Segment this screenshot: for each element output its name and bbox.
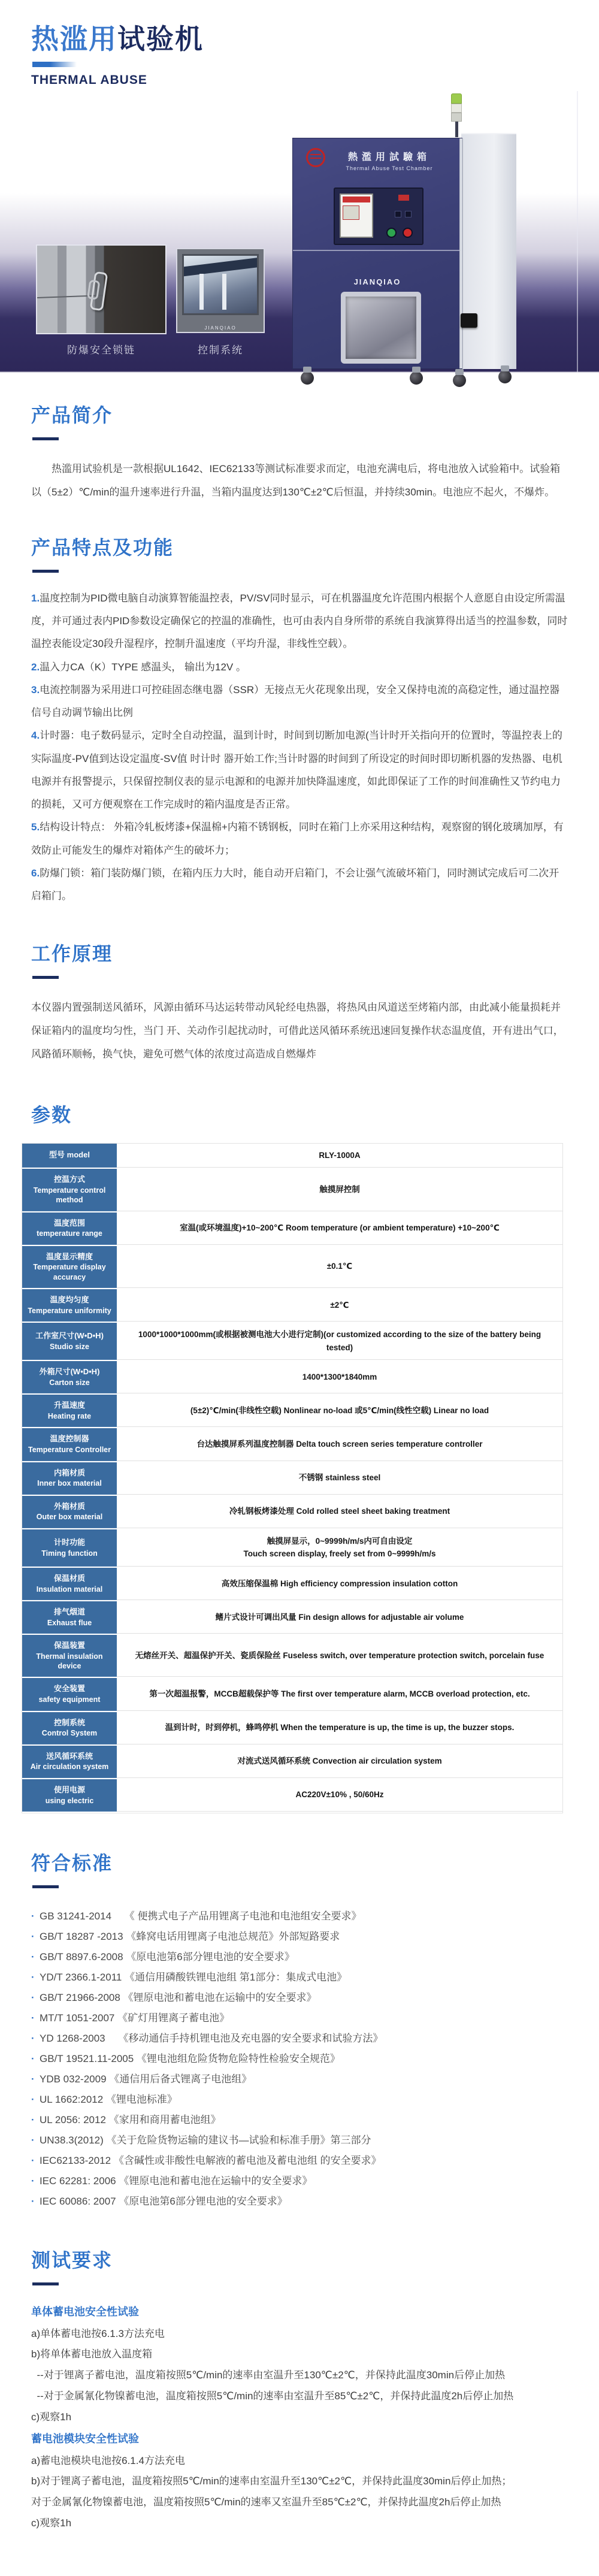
screen-graphic (199, 274, 204, 310)
param-label (22, 1568, 117, 1600)
param-label (22, 1496, 117, 1528)
machine-titles (325, 148, 453, 171)
product-photo (0, 91, 599, 391)
start-stop-buttons (386, 228, 413, 238)
param-value-line1: 无熔丝开关、超温保护开关、瓷质保险丝 Fuseless switch, over temperature protection switch, porcelain fuse (135, 1650, 544, 1660)
param-row (22, 1395, 562, 1428)
param-value-line1: (5±2)℃/min(非线性空载) Nonlinear no-load 或5℃/min(线性空载) Linear no load (190, 1406, 489, 1416)
feature-item (31, 816, 568, 862)
param-value-line1: 鳍片式设计可调出风量 Fin design allows for adjustable air volume (215, 1612, 464, 1622)
section-underline (32, 1885, 59, 1888)
param-row (22, 1361, 562, 1395)
param-value-line1: 台达触摸屏系列温度控制器 Delta touch screen series temperature controller (196, 1440, 483, 1449)
param-label-en: Temperature uniformity (28, 1306, 111, 1315)
param-value-line1: AC220V±10% , 50/60Hz (295, 1790, 384, 1800)
section-underline (32, 570, 59, 573)
testing-line: a)单体蓄电池按6.1.3方法充电 (31, 2327, 165, 2339)
param-row (22, 1496, 562, 1529)
lock-chain-icon (90, 271, 108, 310)
signal-tower-icon (450, 93, 462, 138)
machine-brand-text: JIANQIAO (353, 277, 401, 286)
section-principle-title: 工作原理 (31, 943, 113, 965)
params-table (22, 1143, 563, 1813)
param-label-cn: 工作室尺寸(W•D•H) (35, 1331, 104, 1341)
touch-screen (340, 193, 373, 238)
param-value (117, 1635, 562, 1677)
testing-lines-cell (31, 2324, 568, 2428)
standard-text: GB/T 18287 -2013 《蜂窝电话用锂离子电池总规范》外部短路要求 (40, 1930, 340, 1942)
param-label (22, 1169, 117, 1211)
param-row (22, 1323, 562, 1361)
param-row (22, 1712, 562, 1746)
machine-front-panel (292, 138, 462, 369)
standard-text: YD 1268-2003 《移动通信手持机锂电池及充电器的安全要求和试验方法》 (40, 2032, 383, 2044)
param-value (117, 1289, 562, 1322)
section-standards-title: 符合标准 (31, 1852, 113, 1874)
testing-line: --对于锂离子蓄电池，温度箱按照5℃/min的速率由室温升至130℃±2℃，并保持此温度30min后停止加热 (31, 2369, 506, 2381)
feature-item (31, 656, 568, 679)
param-label (22, 1529, 117, 1567)
param-value (117, 1428, 562, 1461)
param-label-cn: 温度控制器 (50, 1434, 89, 1444)
param-value (117, 1746, 562, 1778)
param-value (117, 1395, 562, 1427)
section-underline (32, 976, 59, 979)
standard-item (31, 1947, 568, 1967)
param-label-en: Temperature display accuracy (33, 1263, 106, 1281)
standard-text: YDB 032-2009 《通信用后备式锂离子电池组》 (40, 2073, 252, 2085)
standard-text: MT/T 1051-2007 《矿灯用锂离子蓄电池》 (40, 2012, 230, 2024)
param-value-line1: ±0.1℃ (326, 1262, 353, 1271)
param-label (22, 1779, 117, 1812)
param-label (22, 1712, 117, 1744)
caster-wheel (498, 370, 512, 383)
standard-item (31, 2028, 568, 2049)
param-label (22, 1246, 117, 1288)
param-value-line1: RLY-1000A (319, 1150, 361, 1160)
feature-number: 3. (31, 684, 40, 696)
machine-header (293, 138, 462, 171)
param-row (22, 1144, 562, 1169)
control-panel (334, 188, 423, 245)
param-row (22, 1529, 562, 1568)
standard-text: GB/T 19521.11-2005 《锂电池组危险货物危险特性检验安全规范》 (40, 2052, 340, 2064)
param-label (22, 1428, 117, 1461)
param-value-line1: 触摸屏控制 (319, 1185, 360, 1195)
param-row (22, 1428, 562, 1462)
param-row (22, 1678, 562, 1712)
param-value-line1: ±2℃ (330, 1300, 349, 1310)
section-testing (0, 2245, 599, 2576)
param-label-cn: 保温装置 (53, 1641, 85, 1650)
param-label-en: Exhaust flue (47, 1618, 92, 1627)
param-value-line1: 第一次超温报警，MCCB超载保护等 The first over temperature alarm, MCCB overload protection, etc. (149, 1689, 530, 1699)
standard-item (31, 2151, 568, 2171)
indicator-light (398, 195, 409, 201)
control-buttons (373, 193, 418, 239)
param-value (117, 1323, 562, 1360)
page-header (0, 0, 599, 87)
param-label-en: temperature range (37, 1229, 102, 1238)
standard-item (31, 2191, 568, 2212)
param-value-line1: 高效压缩保温棉 High efficiency compression insulation cotton (221, 1579, 458, 1588)
param-value (117, 1213, 562, 1245)
param-label-cn: 外箱尺寸(W•D•H) (39, 1367, 100, 1377)
testing-lines-module (31, 2451, 568, 2534)
inset-photo-control-screen (176, 248, 265, 333)
standard-item (31, 1967, 568, 1988)
standard-text: GB/T 8897.6-2008 《原电池第6部分锂电池的安全要求》 (40, 1951, 295, 1963)
param-label-en: Outer box material (36, 1513, 103, 1522)
feature-text: 温度控制为PID微电脑自动演算智能温控表，PV/SV同时显示，可在机器温度允许范围内根据个人意愿自由设定所需温度，并可通过表内PID参数设定确保它的控温的准确性，也可由表内自身所带的系统自我演算得出适当的控温参数，同时温控表能设定30段升湿程序，控制升温速度（平均升湿，非线性空载）。 (31, 592, 568, 650)
inset-label-lock: 防爆安全锁链 (67, 344, 135, 356)
brand-logo-icon (306, 148, 325, 167)
param-value-line1: 触摸屏显示，0~9999h/m/s内可自由设定 (267, 1536, 413, 1546)
switch-pair (395, 211, 412, 217)
testing-subtitle-module: 蓄电池模块安全性试验 (31, 2432, 139, 2445)
param-label (22, 1635, 117, 1677)
param-value (117, 1462, 562, 1495)
machine-image (292, 133, 516, 391)
red-button (403, 228, 413, 238)
param-row (22, 1462, 562, 1496)
param-label (22, 1213, 117, 1245)
screen-graphic (222, 274, 226, 310)
feature-text: 防爆门锁：箱门装防爆门锁，在箱内压力大时，能自动开启箱门，不会让强气流破坏箱门，同时测试完成后可二次开启箱门。 (31, 867, 559, 902)
param-label-en: using electric (45, 1796, 94, 1805)
machine-title-en: Thermal Abuse Test Chamber (346, 165, 433, 171)
testing-line: a)蓄电池模块电池按6.1.4方法充电 (31, 2454, 185, 2466)
param-label-cn: 温度范围 (53, 1218, 85, 1227)
title-accent-bar (32, 62, 77, 67)
control-screen (182, 254, 259, 315)
section-params-title: 参数 (31, 1103, 72, 1126)
param-row (22, 1601, 562, 1635)
machine-title-cn: 熱濫用試驗箱 (347, 152, 431, 162)
param-value-line1: 对流式送风循环系统 Convection air circulation system (237, 1756, 442, 1766)
feature-number: 4. (31, 730, 40, 742)
param-label-en: Studio size (50, 1342, 89, 1351)
param-label-cn: 升温速度 (53, 1401, 85, 1410)
param-value-line1: 室温(或环境温度)+10~200℃ Room temperature (or ambient temperature) +10~200℃ (180, 1223, 500, 1233)
standard-text: IEC 60086: 2007 《原电池第6部分锂电池的安全要求》 (40, 2195, 288, 2207)
page-subtitle: THERMAL ABUSE (31, 72, 147, 87)
param-value (117, 1361, 562, 1393)
feature-item (31, 587, 568, 656)
param-value-line1: 冷轧钢板烤漆处理 Cold rolled steel sheet baking treatment (229, 1507, 450, 1516)
inset-brand-text: JIANQIAO (204, 325, 237, 331)
param-label-en: Timing function (41, 1549, 98, 1558)
door-seam (293, 250, 462, 251)
standard-item (31, 2130, 568, 2151)
param-label-cn: 内箱材质 (53, 1468, 85, 1477)
standards-list (31, 1906, 568, 2212)
param-label-cn: 温度均匀度 (50, 1295, 89, 1304)
param-value-line2: Touch screen display, freely set from 0~9999h/m/s (243, 1549, 436, 1559)
param-value (117, 1568, 562, 1600)
param-label-cn: 排气烟道 (53, 1607, 85, 1616)
param-value-line1: 1400*1300*1840mm (302, 1372, 377, 1381)
param-value (117, 1601, 562, 1634)
param-label (22, 1361, 117, 1393)
param-label-cn: 控制系统 (53, 1718, 85, 1727)
section-underline (32, 2282, 59, 2285)
page-title-rest: 试验机 (117, 23, 204, 55)
feature-item (31, 679, 568, 725)
green-button (386, 228, 397, 238)
param-value (117, 1712, 562, 1744)
standard-text: UN38.3(2012) 《关于危险货物运输的建议书—试验和标准手册》第三部分 (40, 2134, 371, 2146)
param-row (22, 1635, 562, 1678)
param-value (117, 1779, 562, 1812)
feature-item (31, 862, 568, 908)
param-label-en: Inner box material (37, 1479, 102, 1488)
screen-graphic (182, 256, 259, 277)
param-label-en: safety equipment (38, 1695, 101, 1704)
section-features-title: 产品特点及功能 (31, 536, 174, 558)
param-label-en: Heating rate (47, 1412, 92, 1421)
param-label-cn: 温度显示精度 (46, 1251, 93, 1261)
param-label-en: Insulation material (36, 1585, 103, 1594)
principle-paragraph: 本仪器内置强制送风循环，风源由循环马达运转带动风轮经电热器，将热风由风道送至烤箱内部，由此减小能量损耗并保证箱内的温度均匀性，当门 开、关动作引起扰动时，可借此送风循环系统迅速回复操作状态温度值，开有进出气口，风路循环顺畅，换气快，避免可燃气体的浓度过高造成自燃爆炸 (31, 1002, 564, 1060)
testing-line: b)将单体蓄电池放入温度箱 (31, 2348, 153, 2360)
param-label-en: Air circulation system (30, 1762, 109, 1771)
param-row (22, 1246, 562, 1289)
testing-line: --对于金属氰化物镍蓄电池，温度箱按照5℃/min的速率由室温升至85℃±2℃，并保持此温度2h后停止加热 (31, 2390, 514, 2402)
param-value (117, 1169, 562, 1211)
section-principle (0, 939, 599, 1066)
param-label (22, 1678, 117, 1710)
feature-number: 6. (31, 867, 40, 879)
testing-subtitle-cell: 单体蓄电池安全性试验 (31, 2305, 139, 2318)
feature-text: 电流控制器为采用进口可控硅固态继电器（SSR）无接点无火花现象出现，安全又保持电流的高稳定性，通过温控器 信号自动调节输出比例 (31, 684, 560, 719)
inset-photo-safety-lock (36, 244, 167, 334)
standard-text: YD/T 2366.1-2011 《通信用磷酸铁锂电池组 第1部分：集成式电池》 (40, 1971, 347, 1983)
testing-line: b)对于锂离子蓄电池，温度箱按照5℃/min的速率由室温升至130℃±2℃，并保持此温度30min后停止加热； (31, 2475, 512, 2487)
feature-number: 2. (31, 661, 40, 673)
param-label (22, 1289, 117, 1322)
param-label (22, 1462, 117, 1495)
intro-paragraph: 热滥用试验机是一款根据UL1642、IEC62133等测试标准要求而定，电池充满电后，将电池放入试验箱中。试验箱以（5±2）℃/min的温升速率进行升温，当箱内温度达到130℃±2℃后恒温，并持续30min。电池应不起火，不爆炸。 (31, 462, 561, 498)
param-row (22, 1568, 562, 1601)
param-row (22, 1213, 562, 1246)
param-row (22, 1779, 562, 1813)
standard-text: GB 31241-2014 《 便携式电子产品用锂离子电池和电池组安全要求》 (40, 1910, 362, 1922)
param-value-line1: 温到计时，时到停机，蜂鸣停机 When the temperature is up, the time is up, the buzzer stops. (165, 1723, 515, 1733)
standard-text: GB/T 21966-2008 《锂原电池和蓄电池在运输中的安全要求》 (40, 1991, 317, 2003)
standard-item (31, 2090, 568, 2110)
param-value (117, 1144, 562, 1168)
param-label (22, 1746, 117, 1778)
section-intro-title: 产品简介 (31, 404, 113, 426)
standard-text: IEC 62281: 2006 《锂原电池和蓄电池在运输中的安全要求》 (40, 2175, 313, 2187)
feature-text: 温入力CA（K）TYPE 感温头， 输出为12V 。 (40, 661, 246, 673)
feature-number: 1. (31, 592, 40, 604)
feature-text: 结构设计特点： 外箱冷轧板烤漆+保温棉+内箱不锈钢板，同时在箱门上亦采用这种结构，观察窗的钢化玻璃加厚，有效防止可能发生的爆炸对箱体产生的破坏力； (31, 821, 564, 856)
feature-list (31, 587, 568, 908)
inset-label-screen: 控制系统 (198, 344, 243, 356)
door-handle (461, 313, 477, 328)
feature-text: 计时器：电子数码显示，定时全自动控温，温到计时，时间到切断加电源(当计时开关指向开的位置时，等温控表上的实际温度-PV值到达设定温度-SV值 时计时 器开始工作;当计时器的时间到了所设定的时间时即切断机器的发热器、电机电源并有报警提示，只保留控制仪表的显示电源和的电源并加快降温速度，如此即保证了工作的时间准确性又节约电力的损耗，又可方便观察在工作完成时的箱内温度是否正常。 (31, 730, 562, 811)
param-value (117, 1246, 562, 1288)
machine-side-panel (461, 133, 516, 369)
standard-item (31, 2110, 568, 2130)
param-label-cn: 外箱材质 (53, 1501, 85, 1511)
standard-item (31, 1906, 568, 1927)
param-label-cn: 计时功能 (53, 1537, 85, 1547)
param-label-cn: 送风循环系统 (46, 1751, 93, 1761)
param-value-line1: 1000*1000*1000mm(或根据被测电池大小进行定制)(or customized according to the size of the battery being tested) (138, 1330, 541, 1352)
section-features (0, 533, 599, 908)
param-label (22, 1323, 117, 1360)
param-label-en: Thermal insulation device (36, 1652, 103, 1671)
param-label-cn: 安全装置 (53, 1684, 85, 1694)
param-row (22, 1746, 562, 1779)
photo-right-border (577, 91, 578, 373)
standard-item (31, 2049, 568, 2069)
param-label-en: Temperature Controller (28, 1446, 111, 1455)
caster-wheel (453, 374, 466, 387)
standard-item (31, 2171, 568, 2191)
caster-wheel (301, 371, 314, 385)
section-standards (0, 1848, 599, 2212)
param-label-cn: 型号 model (49, 1150, 90, 1159)
param-row (22, 1289, 562, 1323)
param-label (22, 1395, 117, 1427)
standard-item (31, 2069, 568, 2090)
standard-item (31, 2008, 568, 2028)
standard-item (31, 1927, 568, 1947)
hinge-rail (459, 138, 463, 368)
page-title (31, 24, 599, 55)
section-intro (0, 400, 599, 504)
testing-line: c)观察1h (31, 2517, 72, 2529)
standard-text: UL 2056: 2012 《家用和商用蓄电池组》 (40, 2114, 221, 2125)
param-label-cn: 控温方式 (53, 1175, 85, 1184)
param-label-en: Control System (41, 1729, 98, 1738)
param-label-cn: 使用电源 (53, 1785, 85, 1794)
page-title-highlight: 热滥用 (31, 23, 117, 55)
viewing-window (341, 292, 421, 364)
param-row (22, 1169, 562, 1212)
param-label-cn: 保温材质 (53, 1573, 85, 1583)
param-label (22, 1144, 117, 1168)
testing-line: 对于金属氰化物镍蓄电池，温度箱按照5℃/min的速率又室温升至85℃±2℃，并保持此温度2h后停止加热 (31, 2496, 501, 2508)
standard-text: UL 1662:2012 《锂电池标准》 (40, 2093, 177, 2105)
standard-text: IEC62133-2012 《含碱性或非酸性电解液的蓄电池及蓄电池组 的安全要求》 (40, 2154, 382, 2166)
feature-number: 5. (31, 821, 40, 833)
param-value-line1: 不锈钢 stainless steel (298, 1473, 381, 1483)
section-params (0, 1100, 599, 1813)
param-value (117, 1529, 562, 1567)
section-underline (32, 437, 59, 440)
feature-item (31, 724, 568, 816)
testing-line: c)观察1h (31, 2411, 72, 2423)
caster-wheel (410, 371, 423, 385)
param-value (117, 1678, 562, 1710)
param-label (22, 1601, 117, 1634)
param-value (117, 1496, 562, 1528)
section-testing-title: 测试要求 (31, 2249, 113, 2271)
standard-item (31, 1988, 568, 2008)
param-label-en: Temperature control method (33, 1186, 106, 1205)
param-label-en: Carton size (49, 1378, 90, 1387)
